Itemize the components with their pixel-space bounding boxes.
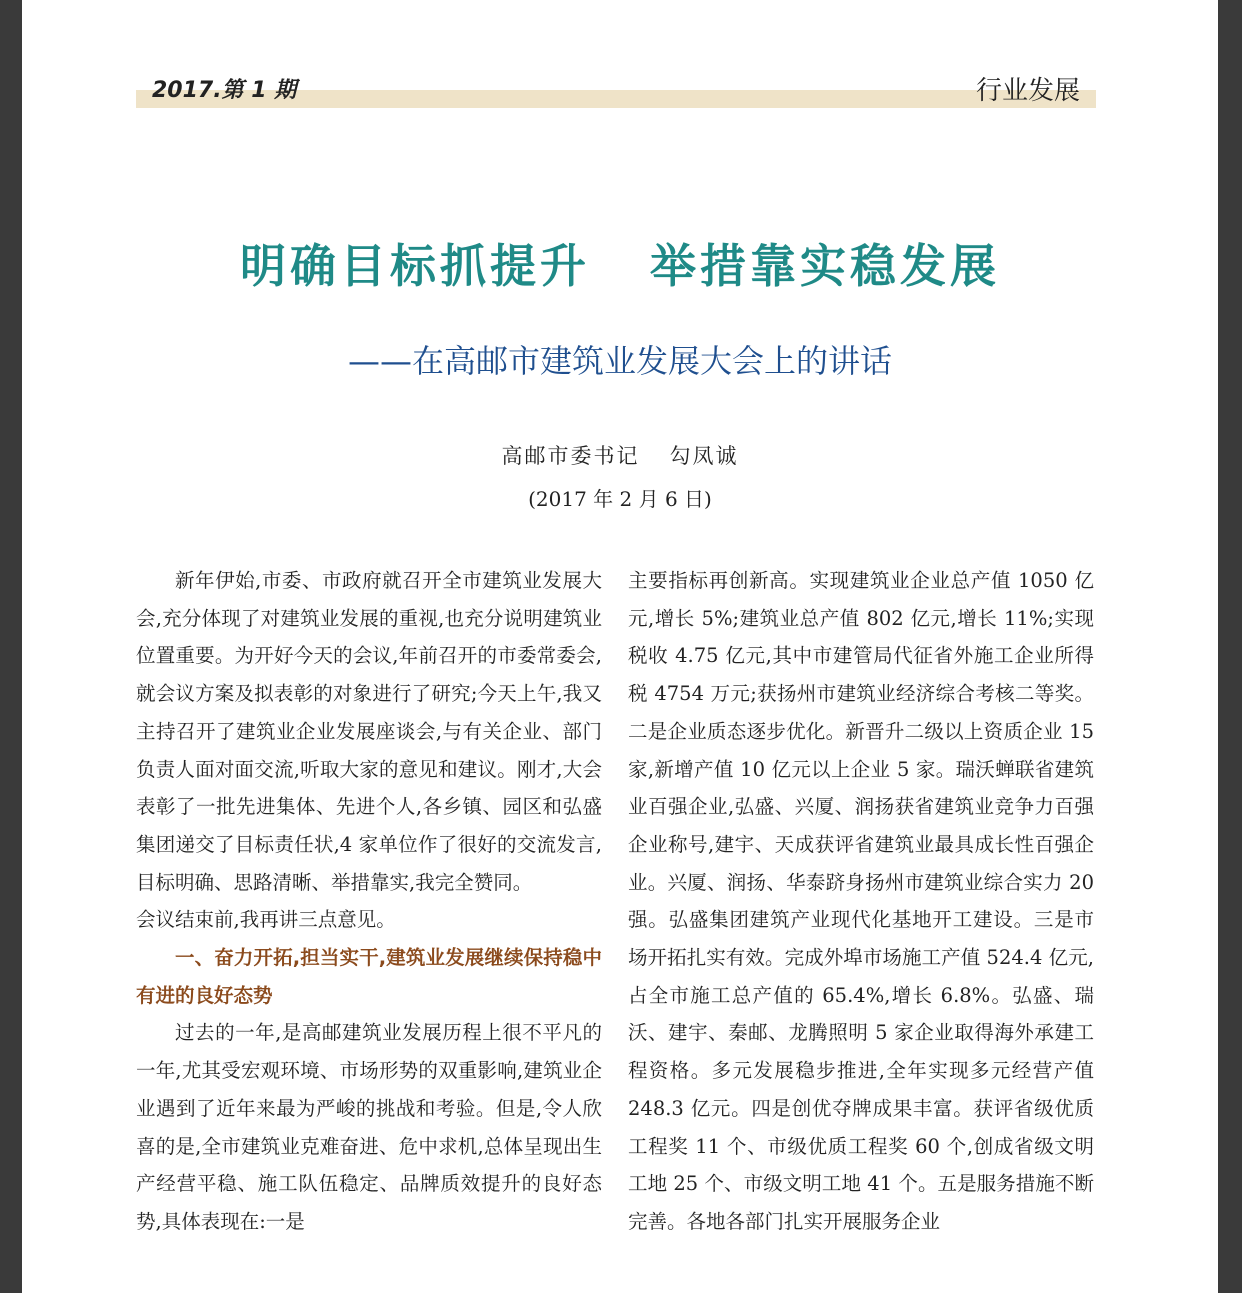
left-column	[136, 562, 602, 1282]
section-heading: 一、奋力开拓,担当实干,建筑业发展继续保持稳中有进的良好态势	[136, 946, 602, 1007]
issue-number: 2017.第 1 期	[152, 78, 297, 103]
article-subtitle: ——在高邮市建筑业发展大会上的讲话	[347, 342, 892, 380]
article-title	[22, 230, 1218, 296]
author-name: 勾凤诚	[669, 444, 739, 468]
paragraph: 主要指标再创新高。实现建筑业企业总产值 1050 亿元,增长 5%;建筑业总产值 802 亿元,增长 11%;实现税收 4.75 亿元,其中市建管局代征省外施工企业所得税 4754 万元;获扬州市建筑业经济综合考核二等奖。二是企业质态逐步优化。新晋升二级以上资质企业 15 家,新增产值 10 亿元以上企业 5 家。瑞沃蝉联省建筑业百强企业,弘盛、兴厦、润扬获省建筑业竞争力百强企业称号,建宇、天成获评省建筑业最具成长性百强企业。兴厦、润扬、华泰跻身扬州市建筑业综合实力 20 强。弘盛集团建筑产业现代化基地开工建设。三是市场开拓扎实有效。完成外埠市场施工产值 524.4 亿元,占全市施工总产值的 65.4%,增长 6.8%。弘盛、瑞沃、建宇、秦邮、龙腾照明 5 家企业取得海外承建工程资格。多元发展稳步推进,全年实现多元经营产值 248.3 亿元。四是创优夺牌成果丰富。获评省级优质工程奖 11 个、市级优质工程奖 60 个,创成省级文明工地 25 个、市级文明工地 41 个。五是服务措施不断完善。各地各部门扎实开展服务企业	[628, 569, 1094, 1233]
title-part-2: 举措靠实稳发展	[650, 239, 1000, 293]
speech-date: (2017 年 2 月 6 日)	[528, 487, 712, 511]
section-name: 行业发展	[975, 76, 1080, 106]
paragraph: 会议结束前,我再讲三点意见。	[136, 908, 396, 932]
paragraph: 新年伊始,市委、市政府就召开全市建筑业发展大会,充分体现了对建筑业发展的重视,也充分说明建筑业位置重要。为开好今天的会议,年前召开的市委常委会,就会议方案及拟表彰的对象进行了研究;今天上午,我又主持召开了建筑业企业发展座谈会,与有关企业、部门负责人面对面交流,听取大家的意见和建议。刚才,大会表彰了一批先进集体、先进个人,各乡镇、园区和弘盛集团递交了目标责任状,4 家单位作了很好的交流发言,目标明确、思路清晰、举措靠实,我完全赞同。	[136, 569, 602, 894]
title-part-1: 明确目标抓提升	[240, 239, 590, 293]
document-page	[22, 0, 1218, 1293]
right-column	[628, 562, 1094, 1282]
author-role: 高邮市委书记	[501, 444, 640, 468]
paragraph: 过去的一年,是高邮建筑业发展历程上很不平凡的一年,尤其受宏观环境、市场形势的双重影响,建筑业企业遇到了近年来最为严峻的挑战和考验。但是,令人欣喜的是,全市建筑业克难奋进、危中求机,总体呈现出生产经营平稳、施工队伍稳定、品牌质效提升的良好态势,具体表现在:一是	[136, 1021, 602, 1233]
author-line	[22, 440, 1218, 470]
